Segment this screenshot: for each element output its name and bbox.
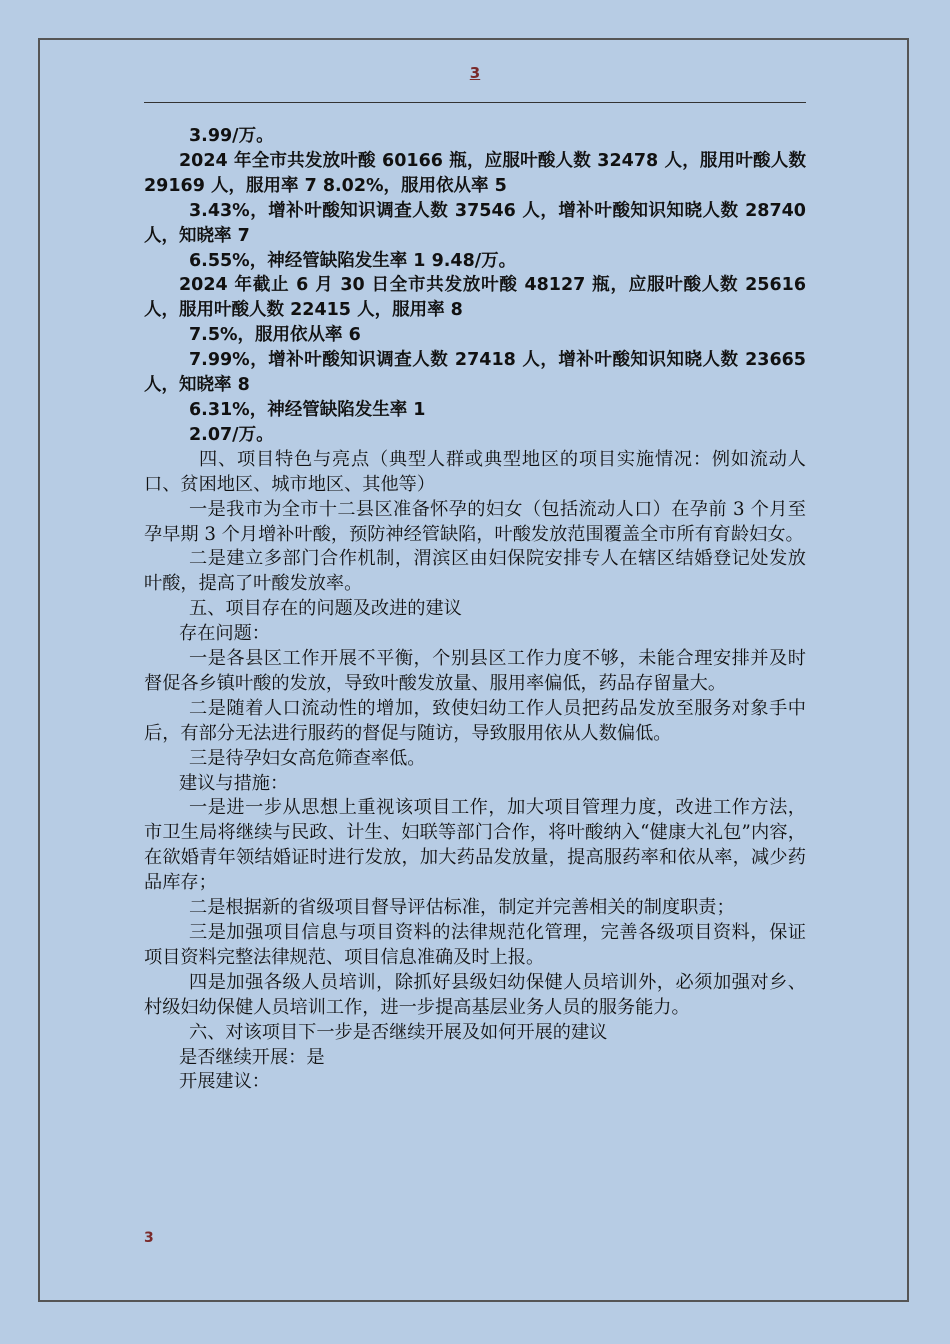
- section-heading-4: 四、项目特色与亮点（典型人群或典型地区的项目实施情况：例如流动人口、贫困地区、城市地区、其他等）: [144, 448, 806, 495]
- footer-page-number: 3: [144, 1230, 154, 1246]
- paragraph: 三是待孕妇女高危筛查率低。: [189, 747, 426, 769]
- paragraph-line: 6.55%，神经管缺陷发生率 1 9.48/万。: [189, 250, 517, 271]
- paragraph: 二是建立多部门合作机制，渭滨区由妇保院安排专人在辖区结婚登记处发放叶酸，提高了叶酸发放率。: [144, 548, 806, 595]
- paragraph: 四是加强各级人员培训，除抓好县级妇幼保健人员培训外，必须加强对乡、村级妇幼保健人员培训工作，进一步提高基层业务人员的服务能力。: [144, 971, 806, 1018]
- paragraph-line: 3.99/万。: [189, 126, 274, 146]
- paragraph-stats-2024-june: 2024 年截止 6 月 30 日全市共发放叶酸 48127 瓶，应服叶酸人数 25616 人，服用叶酸人数 22415 人，服用率 8: [144, 275, 806, 321]
- subheading-problems: 存在问题：: [179, 623, 270, 645]
- header-page-number: 3: [469, 64, 481, 82]
- paragraph: 三是加强项目信息与项目资料的法律规范化管理，完善各级项目资料，保证项目资料完整法律规范、项目信息准确及时上报。: [144, 922, 806, 968]
- paragraph: 一是进一步从思想上重视该项目工作，加大项目管理力度，改进工作方法，市卫生局将继续与民政、计生、妇联等部门合作，将叶酸纳入“健康大礼包”内容，在欲婚青年领结婚证时进行发放，加大药品发放量，提高服药率和依从率，减少药品库存；: [144, 797, 806, 894]
- paragraph: 二是根据新的省级项目督导评估标准，制定并完善相关的制度职责；: [189, 897, 735, 919]
- paragraph: 一是我市为全市十二县区准备怀孕的妇女（包括流动人口）在孕前 3 个月至孕早期 3 个月增补叶酸，预防神经管缺陷，叶酸发放范围覆盖全市所有育龄妇女。: [144, 498, 806, 545]
- paragraph-stats-2024: 2024 年全市共发放叶酸 60166 瓶，应服叶酸人数 32478 人，服用叶酸人数 29169 人，服用率 7 8.02%，服用依从率 5: [144, 150, 806, 196]
- section-heading-6: 六、对该项目下一步是否继续开展及如何开展的建议: [189, 1021, 608, 1043]
- document-body: [144, 124, 806, 1095]
- paragraph-line: 7.5%，服用依从率 6: [189, 325, 361, 346]
- paragraph-line: 3.43%，增补叶酸知识调查人数 37546 人，增补叶酸知识知晓人数 28740 人，知晓率 7: [144, 200, 806, 246]
- paragraph-continue: 是否继续开展：是: [179, 1046, 325, 1068]
- paragraph-suggestion-label: 开展建议：: [179, 1071, 270, 1093]
- header-rule: [144, 102, 806, 103]
- section-heading-5: 五、项目存在的问题及改进的建议: [189, 598, 462, 620]
- paragraph-line: 6.31%，神经管缺陷发生率 1: [189, 399, 426, 420]
- paragraph-line: 2.07/万。: [189, 424, 274, 445]
- paragraph: 一是各县区工作开展不平衡，个别县区工作力度不够，未能合理安排并及时督促各乡镇叶酸的发放，导致叶酸发放量、服用率偏低，药品存留量大。: [144, 648, 806, 694]
- subheading-suggestions: 建议与措施：: [179, 772, 289, 794]
- paragraph-line: 7.99%，增补叶酸知识调查人数 27418 人，增补叶酸知识知晓人数 23665 人，知晓率 8: [144, 350, 806, 396]
- paragraph: 二是随着人口流动性的增加，致使妇幼工作人员把药品发放至服务对象手中后，有部分无法进行服药的督促与随访，导致服用依从人数偏低。: [144, 697, 806, 744]
